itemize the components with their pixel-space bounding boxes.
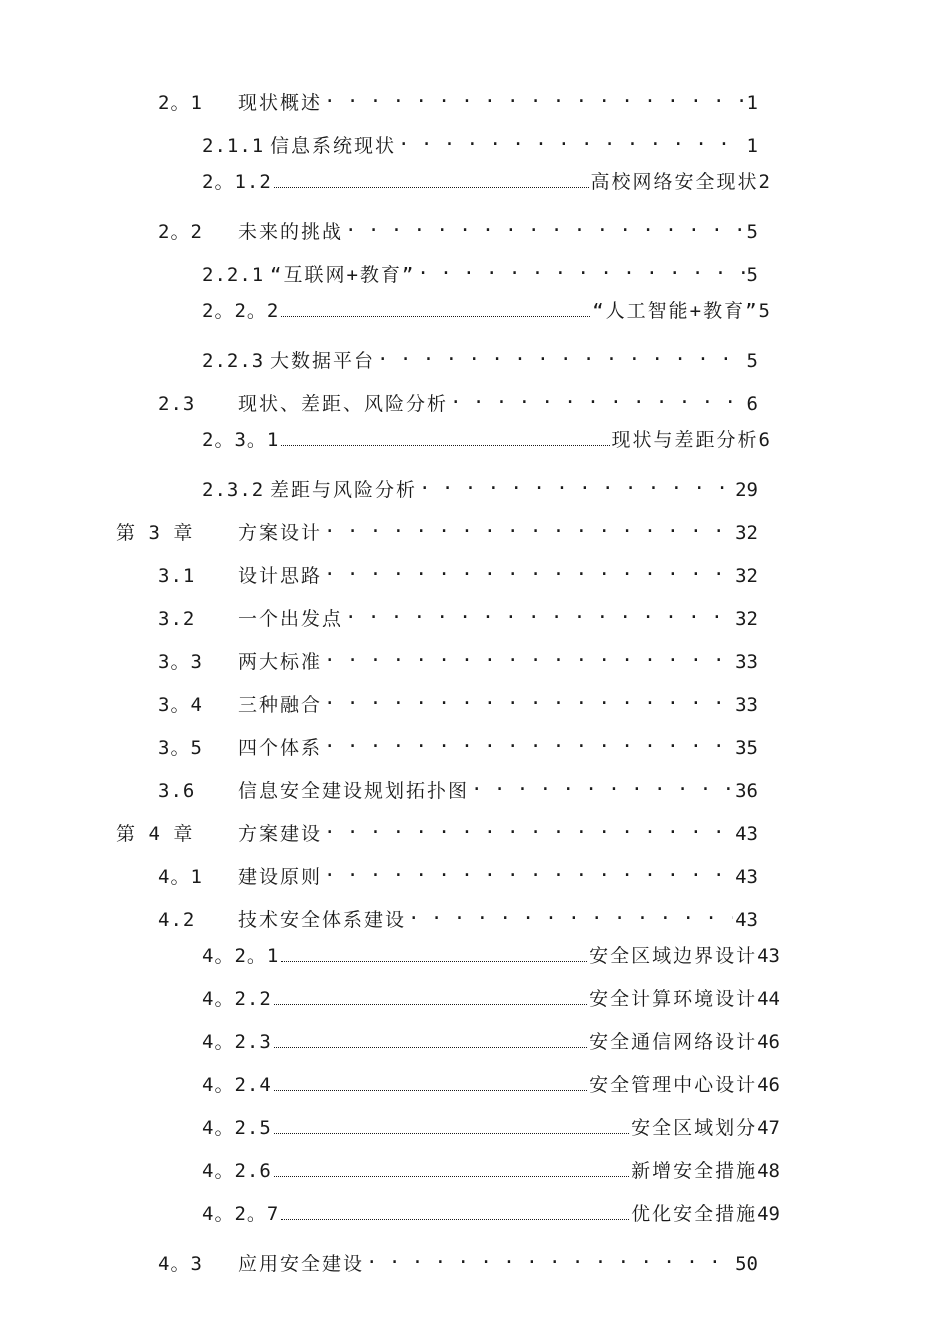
toc-entry-page: 36 xyxy=(735,780,758,802)
toc-entry-number: 2.2.3 xyxy=(202,350,265,372)
toc-entry-title: 现状、差距、风险分析 xyxy=(238,393,449,415)
toc-entry-title: 方案建设 xyxy=(238,823,323,845)
toc-entry[interactable] xyxy=(202,427,770,453)
toc-entry-page: 5 xyxy=(746,221,758,243)
toc-entry-title: 安全区域划分 xyxy=(631,1117,758,1139)
toc-dot-leader xyxy=(281,1201,629,1220)
toc-entry-page: 47 xyxy=(757,1117,780,1139)
toc-dot-leader xyxy=(274,1115,629,1134)
toc-entry-page: 5 xyxy=(758,300,770,322)
toc-entry-number: 4。2.4 xyxy=(202,1074,272,1096)
toc-entry-title: 建设原则 xyxy=(238,866,323,888)
toc-dot-leader xyxy=(450,384,745,410)
toc-dot-leader xyxy=(408,900,733,926)
toc-entry-page: 5 xyxy=(746,350,758,372)
toc-entry-title: 安全计算环境设计 xyxy=(589,988,758,1010)
toc-entry-number: 3。5 xyxy=(158,737,203,759)
toc-entry[interactable] xyxy=(202,1158,780,1184)
toc-entry-number: 3.6 xyxy=(158,780,196,802)
toc-entry-number: 2.2.1 xyxy=(202,264,265,286)
toc-entry-title: 应用安全建设 xyxy=(238,1253,365,1275)
toc-entry-page: 43 xyxy=(735,909,758,931)
toc-entry-title: 设计思路 xyxy=(238,565,323,587)
toc-entry-title: 现状概述 xyxy=(238,92,323,114)
toc-entry-title: 技术安全体系建设 xyxy=(238,909,407,931)
toc-entry-number: 3.2 xyxy=(158,608,196,630)
toc-entry-number: 2。2。2 xyxy=(202,300,280,322)
toc-entry-page: 50 xyxy=(735,1253,758,1275)
toc-entry[interactable] xyxy=(158,599,758,630)
toc-dot-leader xyxy=(274,1158,629,1177)
toc-entry[interactable] xyxy=(116,513,758,544)
toc-entry-title: 信息安全建设规划拓扑图 xyxy=(238,780,470,802)
toc-entry[interactable] xyxy=(202,169,770,195)
toc-entry-page: 1 xyxy=(746,92,758,114)
toc-dot-leader xyxy=(324,83,745,109)
toc-entry[interactable] xyxy=(158,642,758,673)
toc-entry[interactable] xyxy=(202,1029,780,1055)
toc-entry-page: 33 xyxy=(735,694,758,716)
toc-entry-number: 4。2。7 xyxy=(202,1203,280,1225)
toc-entry-title: 四个体系 xyxy=(238,737,323,759)
toc-dot-leader xyxy=(274,169,589,188)
toc-entry[interactable] xyxy=(202,470,758,501)
toc-entry-title: 现状与差距分析 xyxy=(611,429,759,451)
toc-entry-number: 4。2.2 xyxy=(202,988,272,1010)
toc-entry-page: 35 xyxy=(735,737,758,759)
toc-dot-leader xyxy=(274,986,587,1005)
toc-dot-leader xyxy=(274,1029,587,1048)
toc-entry-number: 2。3。1 xyxy=(202,429,280,451)
toc-entry[interactable] xyxy=(202,943,780,969)
toc-dot-leader xyxy=(377,341,745,367)
toc-entry-title: 新增安全措施 xyxy=(631,1160,758,1182)
toc-entry-page: 43 xyxy=(735,866,758,888)
toc-entry-title: “互联网+教育” xyxy=(270,264,416,286)
toc-entry-page: 29 xyxy=(735,479,758,501)
toc-entry-number: 第 4 章 xyxy=(116,823,194,845)
toc-dot-leader xyxy=(324,556,733,582)
toc-entry[interactable] xyxy=(158,900,758,931)
toc-entry-number: 4。1 xyxy=(158,866,203,888)
toc-entry-number: 3.1 xyxy=(158,565,196,587)
toc-entry-number: 2.1.1 xyxy=(202,135,265,157)
toc-entry-number: 4。2.5 xyxy=(202,1117,272,1139)
toc-entry[interactable] xyxy=(158,83,758,114)
toc-entry[interactable] xyxy=(158,384,758,415)
toc-entry-number: 第 3 章 xyxy=(116,522,194,544)
toc-entry[interactable] xyxy=(202,1115,780,1141)
toc-entry-number: 4。2。1 xyxy=(202,945,280,967)
toc-entry-number: 2。1.2 xyxy=(202,171,272,193)
toc-entry-page: 46 xyxy=(757,1031,780,1053)
toc-entry-page: 2 xyxy=(758,171,770,193)
toc-entry[interactable] xyxy=(116,814,758,845)
toc-entry[interactable] xyxy=(202,126,758,157)
toc-entry-page: 6 xyxy=(758,429,770,451)
toc-entry-title: 高校网络安全现状 xyxy=(590,171,759,193)
toc-dot-leader xyxy=(281,298,590,317)
toc-entry[interactable] xyxy=(202,298,770,324)
toc-entry-title: 一个出发点 xyxy=(238,608,344,630)
toc-entry-number: 3。3 xyxy=(158,651,203,673)
toc-entry-number: 4。2.3 xyxy=(202,1031,272,1053)
toc-entry-number: 4。3 xyxy=(158,1253,203,1275)
toc-dot-leader xyxy=(324,857,733,883)
toc-entry-page: 5 xyxy=(746,264,758,286)
toc-entry-page: 32 xyxy=(735,608,758,630)
toc-entry-title: 方案设计 xyxy=(238,522,323,544)
toc-entry-page: 32 xyxy=(735,522,758,544)
toc-dot-leader xyxy=(471,771,733,797)
toc-entry-page: 44 xyxy=(757,988,780,1010)
toc-entry-number: 2。1 xyxy=(158,92,203,114)
toc-dot-leader xyxy=(366,1244,733,1270)
toc-entry[interactable] xyxy=(158,212,758,243)
toc-entry-page: 43 xyxy=(735,823,758,845)
toc-entry-page: 48 xyxy=(757,1160,780,1182)
toc-entry[interactable] xyxy=(158,728,758,759)
toc-entry-number: 4.2 xyxy=(158,909,196,931)
toc-entry[interactable] xyxy=(202,986,780,1012)
toc-entry[interactable] xyxy=(158,556,758,587)
toc-entry-page: 33 xyxy=(735,651,758,673)
toc-dot-leader xyxy=(345,212,745,238)
toc-entry[interactable] xyxy=(158,685,758,716)
toc-entry-page: 43 xyxy=(757,945,780,967)
toc-entry[interactable] xyxy=(202,1072,780,1098)
toc-entry[interactable] xyxy=(202,341,758,372)
toc-entry-title: 大数据平台 xyxy=(270,350,376,372)
toc-entry-title: 安全管理中心设计 xyxy=(589,1074,758,1096)
toc-dot-leader xyxy=(324,513,733,539)
toc-entry-title: 安全通信网络设计 xyxy=(589,1031,758,1053)
toc-entry[interactable] xyxy=(202,1201,780,1227)
toc-entry[interactable] xyxy=(158,857,758,888)
toc-entry-page: 32 xyxy=(735,565,758,587)
toc-entry[interactable] xyxy=(202,255,758,286)
toc-entry-title: 信息系统现状 xyxy=(270,135,397,157)
toc-entry-page: 6 xyxy=(746,393,758,415)
toc-entry-title: 优化安全措施 xyxy=(631,1203,758,1225)
toc-entry-title: 差距与风险分析 xyxy=(270,479,418,501)
toc-entry-title: 未来的挑战 xyxy=(238,221,344,243)
toc-dot-leader xyxy=(324,642,733,668)
toc-entry-number: 2。2 xyxy=(158,221,203,243)
toc-entry-number: 4。2.6 xyxy=(202,1160,272,1182)
toc-dot-leader xyxy=(324,685,733,711)
toc-entry-number: 2.3 xyxy=(158,393,196,415)
toc-entry-page: 1 xyxy=(746,135,758,157)
toc-dot-leader xyxy=(398,126,745,152)
toc-dot-leader xyxy=(281,427,609,446)
toc-dot-leader xyxy=(345,599,733,625)
toc-entry-title: 两大标准 xyxy=(238,651,323,673)
toc-dot-leader xyxy=(324,814,733,840)
toc-entry-page: 49 xyxy=(757,1203,780,1225)
toc-dot-leader xyxy=(419,470,733,496)
toc-entry-number: 3。4 xyxy=(158,694,203,716)
toc-entry-title: 安全区域边界设计 xyxy=(589,945,758,967)
toc-entry-number: 2.3.2 xyxy=(202,479,265,501)
toc-entry-page: 46 xyxy=(757,1074,780,1096)
toc-dot-leader xyxy=(417,255,744,281)
toc-entry[interactable] xyxy=(158,1244,758,1275)
toc-entry-title: “人工智能+教育” xyxy=(592,300,759,322)
toc-dot-leader xyxy=(324,728,733,754)
toc-entry-title: 三种融合 xyxy=(238,694,323,716)
toc-dot-leader xyxy=(281,943,587,962)
toc-entry[interactable] xyxy=(158,771,758,802)
toc-dot-leader xyxy=(274,1072,587,1091)
